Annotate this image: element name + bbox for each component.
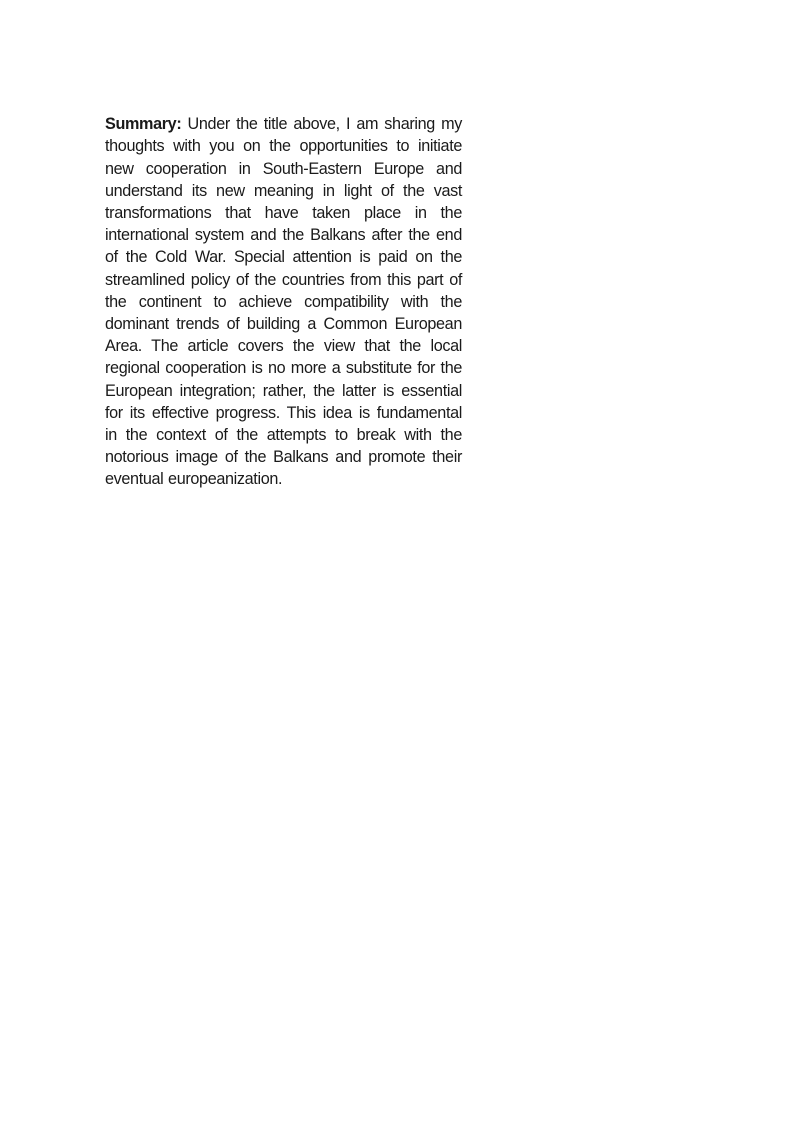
summary-paragraph xyxy=(105,113,462,490)
summary-text: Under the title above, I am sharing my thoughts with you on the opportunities to initiate new cooperation in South-Eastern Europe and understand its new meaning in light of the vast transformations that have taken place in the international system and the Balkans after the end of the Cold War. Special attention is paid on the streamlined policy of the countries from this part of the continent to achieve compatibility with the dominant trends of building a Common European Area. The article covers the view that the local regional cooperation is no more a substitute for the European integration; rather, the latter is essential for its effective progress. This idea is fundamental in the context of the attempts to break with the notorious image of the Balkans and promote their eventual europeanization. xyxy=(105,115,462,489)
summary-label: Summary: xyxy=(105,115,182,134)
